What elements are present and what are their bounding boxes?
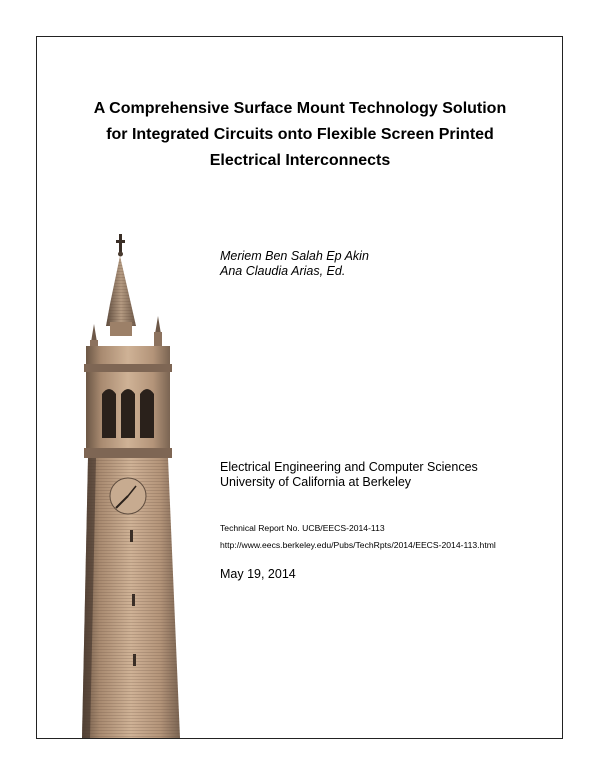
sather-tower-image <box>76 234 188 738</box>
belfry-openings <box>102 389 154 438</box>
title-line-3: Electrical Interconnects <box>209 152 391 169</box>
tower-finial <box>116 234 125 257</box>
department-block <box>220 460 478 490</box>
report-title <box>46 96 554 174</box>
editor-name: Ana Claudia Arias, Ed. <box>220 264 346 278</box>
report-info <box>220 520 496 554</box>
tower-clock-icon <box>110 478 146 514</box>
university-name: University of California at Berkeley <box>220 475 412 489</box>
report-date: May 19, 2014 <box>220 567 296 581</box>
department-name: Electrical Engineering and Computer Sciences <box>220 460 478 474</box>
author-name: Meriem Ben Salah Ep Akin <box>220 249 369 263</box>
report-url[interactable]: http://www.eecs.berkeley.edu/Pubs/TechRpts/2014/EECS-2014-113.html <box>220 540 496 550</box>
title-line-1: A Comprehensive Surface Mount Technology Solution <box>93 100 507 117</box>
report-number: Technical Report No. UCB/EECS-2014-113 <box>220 523 385 533</box>
author-list <box>220 249 369 279</box>
title-line-2: for Integrated Circuits onto Flexible Screen Printed <box>106 126 494 143</box>
